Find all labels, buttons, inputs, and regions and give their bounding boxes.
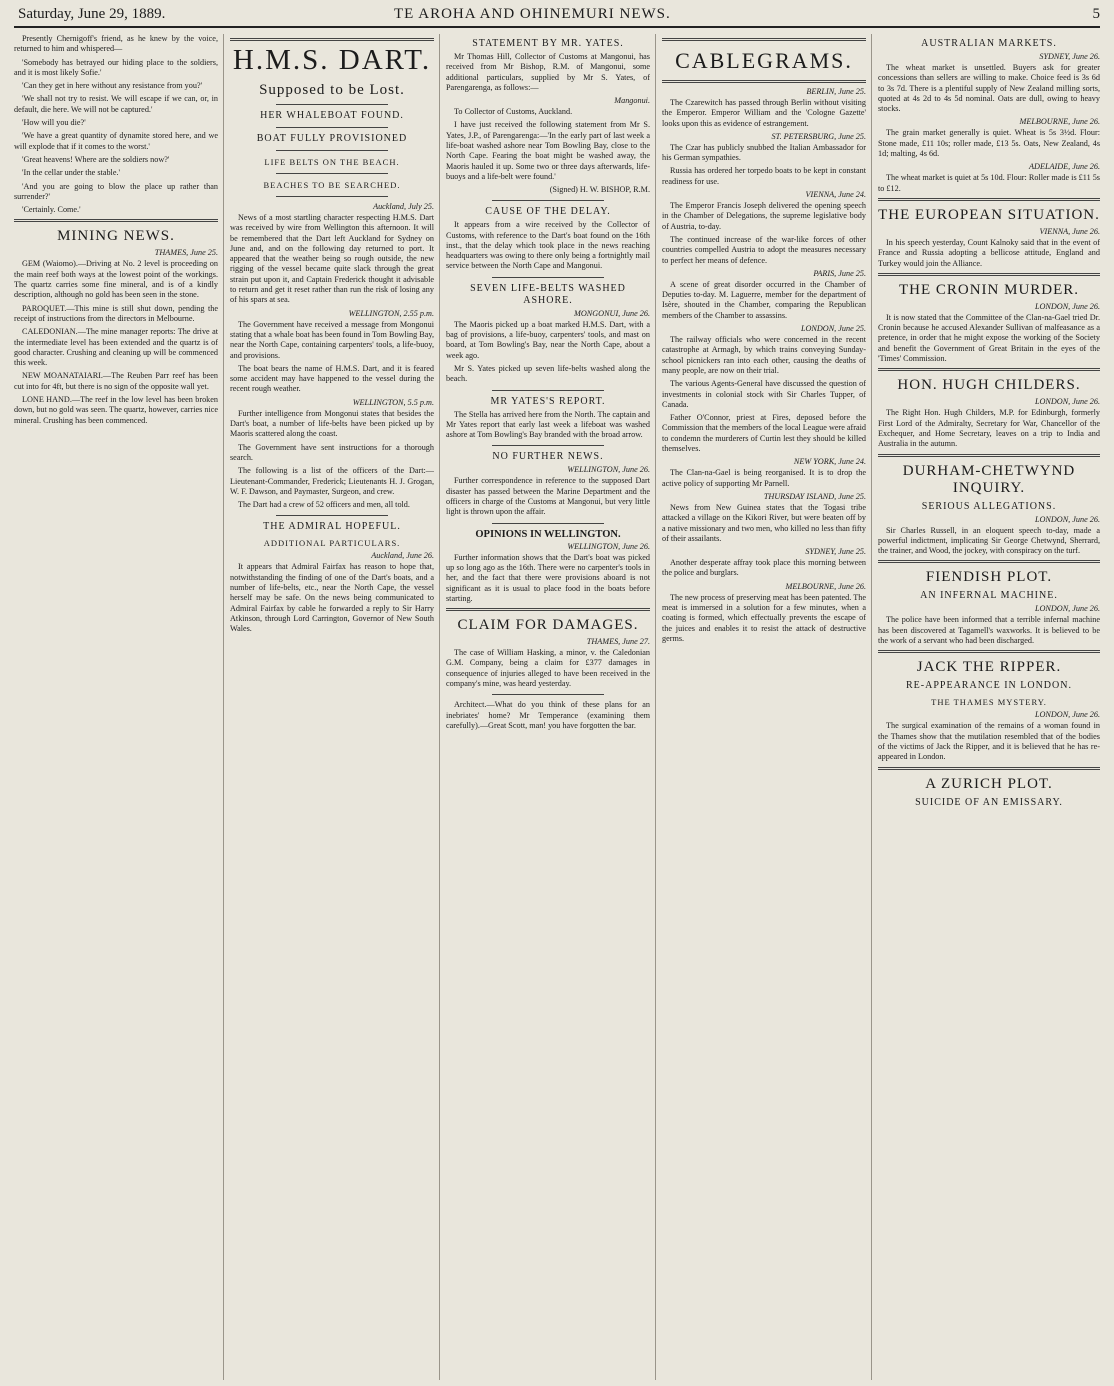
paragraph: The Czar has publicly snubbed the Italian Ambassador for his German sympathies. (662, 142, 866, 163)
divider (276, 173, 388, 174)
paragraph: The new process of preserving meat has been patented. The meat is immersed in a solution for a few minutes, when a coating is formed, which effectually prevents the escape of the juices and enables it to resist the attack of destructive germs. (662, 592, 866, 643)
dateline: Auckland, July 25. (373, 202, 434, 211)
claim-heading: CLAIM FOR DAMAGES. (457, 617, 639, 634)
paragraph: I have just received the following statement from Mr S. Yates, J.P., of Parengarenga:—'In the early part of last week a life-boat washed ashore near Tom Bowling Bay, close to the North Cape. Fearing the boat might be washed away, the Maoris hauled it up. Some two or three days afterwards, life-buoys and a life-belt were found.' (446, 120, 650, 181)
paragraph: GEM (Waiomo).—Driving at No. 2 level is proceeding on the main reef both ways at the lowest point of the workings. The quartz carries some fine mineral, and is of a kindly description, although no gold has been seen in the stone. (14, 259, 218, 300)
column-rule (439, 34, 440, 1380)
paragraph: The Government have received a message from Mongonui stating that a whale boat has been found in Tom Bowling Bay, near the North Cape, containing carpenters' tools, a life-buoy, and provisions. (230, 319, 434, 360)
divider (276, 150, 388, 151)
divider (878, 767, 1100, 770)
paragraph: In his speech yesterday, Count Kalnoky said that in the event of France and Russia adopting a bellicose attitude, England and Turkey would join the Alliance. (878, 237, 1100, 268)
divider (446, 608, 650, 611)
paragraph: 'And you are going to blow the place up rather than surrender?' (14, 181, 218, 201)
durham-deck: SERIOUS ALLEGATIONS. (921, 500, 1057, 512)
admiral-heading: THE ADMIRAL HOPEFUL. (263, 521, 401, 533)
divider (878, 368, 1100, 371)
dateline: PARIS, June 25. (813, 268, 866, 278)
opinions-heading: OPINIONS IN WELLINGTON. (475, 528, 621, 540)
paragraph: The Government have sent instructions for a thorough search. (230, 442, 434, 462)
dateline: WELLINGTON, June 26. (567, 465, 650, 475)
paragraph: 'Can they get in here without any resistance from you?' (22, 81, 203, 91)
fiendish-deck: AN INFERNAL MACHINE. (920, 590, 1058, 602)
paragraph: LONE HAND.—The reef in the low level has been broken down, but no gold was seen. The quartz, however, carries nice mineral. Crushing has been commenced. (14, 395, 218, 425)
cronin-murder-heading: THE CRONIN MURDER. (898, 281, 1080, 298)
masthead (14, 4, 1100, 28)
paragraph: PAROQUET.—This mine is still shut down, pending the receipt of instructions from the directors in Melbourne. (14, 303, 218, 323)
paragraph: 'In the cellar under the stable.' (22, 168, 120, 178)
paragraph: The boat bears the name of H.M.S. Dart, and it is feared some accident may have happened to the vessel during the recent rough weather. (230, 363, 434, 394)
divider (492, 694, 604, 695)
dateline: VIENNA, June 24. (805, 190, 866, 200)
jack-the-ripper-heading: JACK THE RIPPER. (916, 659, 1062, 676)
divider (492, 445, 604, 446)
dateline: Mangonui. (614, 96, 650, 106)
paragraph: 'How will you die?' (22, 118, 86, 128)
dateline: LONDON, June 26. (1034, 397, 1100, 407)
paragraph: The grain market generally is quiet. Wheat is 5s 3½d. Flour: Stone made, £11 10s; roller made, £13 5s. Oats, New Zealand, 4s 1d; malting, 4s 6d. (878, 128, 1100, 159)
zurich-plot-heading: A ZURICH PLOT. (925, 775, 1053, 792)
admiral-deck: ADDITIONAL PARTICULARS. (263, 538, 401, 549)
column-5 (878, 34, 1100, 1380)
paragraph: It is now stated that the Committee of the Clan-na-Gael tried Dr. Cronin because he accused Alexander Sullivan of malfeasance as a pretence, in order that he might expose the working of the Society and benefit the Government of Great Britain in the eyes of the 'Times' Commission. (878, 312, 1100, 364)
paragraph: CALEDONIAN.—The mine manager reports: The drive at the intermediate level has been extended and the quartz is of good character. Crushing and cleaning up will be commenced this week. (14, 327, 218, 368)
fiendish-plot-heading: FIENDISH PLOT. (925, 569, 1053, 586)
hms-dart-subheading: Supposed to be Lost. (259, 82, 405, 98)
paragraph: Presently Chernigoff's friend, as he knew by the voice, returned to him and whispered— (14, 34, 218, 54)
paragraph: 'We shall not try to resist. We will escape if we can, or, in default, die here. We will not be captured.' (14, 94, 218, 114)
divider (276, 104, 388, 105)
statement-heading: STATEMENT BY MR. YATES. (472, 38, 624, 49)
divider (276, 127, 388, 128)
paragraph: Russia has ordered her torpedo boats to be kept in constant readiness for use. (662, 166, 866, 186)
dateline: LONDON, June 25. (800, 324, 866, 334)
paragraph: The continued increase of the war-like forces of other countries compelled Austria to adopt the measures necessary to perfect her means of defence. (662, 234, 866, 265)
dateline: WELLINGTON, 5.5 p.m. (352, 397, 434, 407)
divider (878, 273, 1100, 276)
paragraph: The police have been informed that a terrible infernal machine has been discovered at Tagamell's waxworks. It is believed to be the work of a servant who had been discharged. (878, 615, 1100, 646)
paragraph: The Clan-na-Gael is being reorganised. It is to drop the active policy of supporting Mr Parnell. (662, 468, 866, 488)
divider (492, 523, 604, 524)
jack-deck: RE-APPEARANCE IN LONDON. (906, 680, 1072, 692)
column-1 (14, 34, 218, 1380)
paragraph: The case of William Hasking, a minor, v. the Caledonian G.M. Company, being a claim for £377 damages in consequence of injuries alleged to have been received in the company's mine, was heard yesterday. (446, 648, 650, 688)
divider (492, 390, 604, 391)
lifebelts-heading: SEVEN LIFE-BELTS WASHED ASHORE. (470, 282, 626, 306)
dateline: Auckland, June 26. (371, 551, 434, 561)
dateline: LONDON, June 26. (1034, 710, 1100, 720)
paragraph: Sir Charles Russell, in an eloquent speech to-day, made a powerful indictment, implicating Sir George Chetwynd, Sherrard, the trainer, and Wood, the jockey, with conspiracy on the turf. (878, 525, 1100, 556)
dateline: MELBOURNE, June 26. (785, 581, 866, 591)
paragraph: 'Great heavens! Where are the soldiers now?' (22, 154, 170, 164)
paragraph: It appears that Admiral Fairfax has reason to hope that, notwithstanding the finding of one of the Dart's boats, and a number of life-belts, etc., near the North Cape, the vessel herself may be safe. On the news being communicated to Admiral Fairfax by cable he forwarded a reply to Sir Harry Atkinson, through Lord Carrington, Governor of New South Wales. (230, 562, 434, 634)
paragraph: The Emperor Francis Joseph delivered the opening speech in the Chamber of Delegations, the supreme legislative body of Austria, to-day. (662, 201, 866, 231)
paragraph: Mr Thomas Hill, Collector of Customs at Mangonui, has received from Mr Bishop, R.M. of Mangonui, some additional particulars, supplied by Mr S. Yates, of Parengarenga, as follows:— (446, 52, 650, 92)
dateline: LONDON, June 26. (1034, 514, 1100, 524)
divider (878, 560, 1100, 563)
paragraph: Mr S. Yates picked up seven life-belts washed along the beach. (446, 363, 650, 384)
divider (662, 38, 866, 41)
paragraph: The Czarewitch has passed through Berlin without visiting the Emperor. Emperor William and the 'Cologne Gazette' looks upon this as evidence of estrangement. (662, 98, 866, 128)
dateline: WELLINGTON, 2.55 p.m. (348, 308, 434, 318)
european-situation-heading: THE EUROPEAN SITUATION. (878, 206, 1100, 223)
mining-news-heading: MINING NEWS. (57, 228, 175, 245)
column-rule (223, 34, 224, 1380)
page-number: 5 (1092, 6, 1100, 22)
signature-line: (Signed) H. W. BISHOP, R.M. (549, 185, 650, 195)
dateline: ST. PETERSBURG, June 25. (771, 131, 866, 141)
divider (14, 219, 218, 222)
paragraph: The various Agents-General have discussed the question of investments in colonial stock with Sir Charles Tupper, of Canada. (662, 379, 866, 409)
dateline: WELLINGTON, June 26. (567, 541, 650, 551)
issue-date: Saturday, June 29, 1889. (18, 6, 166, 22)
dateline: BERLIN, June 25. (806, 87, 866, 96)
paragraph: The Stella has arrived here from the North. The captain and Mr Yates report that early last week a lifeboat was washed ashore at Tom Bowling's Bay branded with the broad arrow. (446, 409, 650, 440)
paragraph: The following is a list of the officers of the Dart:—Lieutenant-Commander, Frederick; Lieutenants H. J. Grogan, W. F. Dawson, and Paymaster, Surgeon, and crew. (230, 466, 434, 496)
dateline: THAMES, June 25. (154, 248, 218, 258)
paragraph: The Right Hon. Hugh Childers, M.P. for Edinburgh, formerly First Lord of the Admiralty, Secretary for War, Chancellor of the Exchequer, and Home Secretary, leaves on a trip to India and Australia in the autumn. (878, 408, 1100, 449)
paragraph: The surgical examination of the remains of a woman found in the Thames show that the mutilation resembled that of the bodies of the victims of Jack the Ripper, and it is believed that he has re-appeared in London. (878, 721, 1100, 762)
paragraph: Architect.—What do you think of these plans for an inebriates' home? Mr Temperance (examining them carefully).—Great Scott, man! you have forgotten the bar. (446, 700, 650, 730)
divider (276, 515, 388, 516)
jack-deck: THE THAMES MYSTERY. (931, 697, 1047, 708)
paragraph: 'Certainly. Come.' (22, 205, 81, 215)
dateline: THURSDAY ISLAND, June 25. (763, 491, 866, 501)
paragraph: News of a most startling character respecting H.M.S. Dart was received by wire from Wellington this afternoon. It will be remembered that the Dart left Auckland for Sydney on June and, and on the following day returned to port. It appeared that the weather being so rough outside, the new rigging of the vessel became quite slack through the great strain put upon it, and Captain Frederick thought it advisable to return and get it reset rather than run the risk of losing any of his spars at sea. (230, 213, 434, 305)
yates-report-heading: MR YATES'S REPORT. (490, 395, 606, 407)
australian-markets-heading: AUSTRALIAN MARKETS. (921, 38, 1057, 49)
divider (878, 198, 1100, 201)
divider (276, 196, 388, 197)
paragraph: A scene of great disorder occurred in the Chamber of Deputies to-day. M. Laguerre, member for the department of Isère, shouted in the Chamber, comparing the Republican members of the Chamber to assassins. (662, 279, 866, 320)
paragraph: The railway officials who were concerned in the recent catastrophe at Armagh, by which trains conveying Sunday-school picnickers ran into each other, causing the deaths of many people, are now on their trial. (662, 335, 866, 375)
dateline: MONGONUI, June 26. (574, 308, 650, 318)
cause-heading: CAUSE OF THE DELAY. (485, 206, 611, 218)
column-rule (655, 34, 656, 1380)
deck-line: LIFE BELTS ON THE BEACH. (264, 157, 400, 167)
column-rule (871, 34, 872, 1380)
paragraph: It appears from a wire received by the Collector of Customs, with reference to the Dart's boat found on the 16th inst., that the delay which took place in the news reaching headquarters was owing to there only being a fortnightly mail service between the North Cape and Mangonui. (446, 220, 650, 271)
durham-chetwynd-heading: DURHAM-CHETWYND INQUIRY. (902, 462, 1076, 496)
divider (492, 277, 604, 278)
paragraph: 'We have a great quantity of dynamite stored here, and we will explode that if it comes to the worst.' (14, 131, 218, 151)
paragraph: Another desperate affray took place this morning between the police and burglars. (662, 558, 866, 578)
paragraph: The wheat market is quiet at 5s 10d. Flour: Roller made is £11 5s to £12. (878, 173, 1100, 193)
divider (230, 38, 434, 41)
divider (492, 200, 604, 201)
paragraph: 'Somebody has betrayed our hiding place to the soldiers, and it is most likely Sofie.' (14, 57, 218, 77)
dateline: SYDNEY, June 25. (805, 547, 866, 557)
dateline: MELBOURNE, June 26. (1019, 117, 1100, 127)
paragraph: NEW MOANATAIARI.—The Reuben Parr reef has been cut into for 4ft, but there is no sign of the opposite wall yet. (14, 371, 218, 391)
paragraph: To Collector of Customs, Auckland. (454, 107, 573, 117)
dateline: VIENNA, June 26. (1039, 226, 1100, 236)
paragraph: The wheat market is unsettled. Buyers ask for greater concessions than sellers are willing to make. Choice feed is 3s 6d to 3s 7d. There is a plentiful supply of New Zealand milling sorts, quoted at 4s 2d to 4s 5d nominal. Oats are dull, owing to heavy stocks. (878, 63, 1100, 114)
no-further-news-heading: NO FURTHER NEWS. (492, 451, 604, 463)
column-3 (446, 34, 650, 1380)
column-4 (662, 34, 866, 1380)
paragraph: Further correspondence in reference to the supposed Dart disaster has passed between the Marine Department and the officers in charge of the Customs at Mangonui, but very little light is thrown upon the affair. (446, 476, 650, 517)
column-2 (230, 34, 434, 1380)
divider (878, 650, 1100, 653)
paragraph: News from New Guinea states that the Togasi tribe attacked a village on the Kikori River, but were beaten off by a native missionary and two men, who killed no less than fifty of their assailants. (662, 502, 866, 543)
paragraph: Father O'Connor, priest at Fires, deposed before the Commission that the members of the local League were afraid to condemn the murderers of Curtin lest they should be killed themselves. (662, 413, 866, 454)
deck-line: HER WHALEBOAT FOUND. (260, 110, 404, 121)
zurich-deck: SUICIDE OF AN EMISSARY. (915, 796, 1063, 808)
deck-line: BEACHES TO BE SEARCHED. (263, 180, 401, 190)
childers-heading: HON. HUGH CHILDERS. (897, 377, 1081, 394)
divider (878, 454, 1100, 457)
hms-dart-heading: H.M.S. DART. (232, 44, 432, 76)
dateline: LONDON, June 26. (1034, 604, 1100, 614)
paragraph: The Dart had a crew of 52 officers and men, all told. (238, 500, 410, 510)
dateline: THAMES, June 27. (586, 637, 650, 647)
paragraph: Further information shows that the Dart's boat was picked up so long ago as the 16th. There were no carpenter's tools in her, and the fact that there were provisions aboard is not significant as it is usual to place food in the boats before starting. (446, 552, 650, 603)
deck-line: BOAT FULLY PROVISIONED (256, 133, 408, 144)
newspaper-title: TE AROHA AND OHINEMURI NEWS. (394, 6, 671, 22)
dateline: NEW YORK, June 24. (793, 457, 866, 467)
cablegrams-heading: CABLEGRAMS. (675, 48, 853, 73)
dateline: ADELAIDE, June 26. (1029, 162, 1100, 172)
paragraph: Further intelligence from Mongonui states that besides the Dart's boat, a number of life-belts have been picked up by Maoris scattered along the coast. (230, 408, 434, 439)
paragraph: The Maoris picked up a boat marked H.M.S. Dart, with a bag of provisions, a life-buoy, carpenters' tools, and mast on board, at Tom Bowling's Bay, near the North Cape, about a week ago. (446, 319, 650, 360)
divider (662, 80, 866, 83)
dateline: SYDNEY, June 26. (1039, 52, 1100, 61)
dateline: LONDON, June 26. (1034, 301, 1100, 311)
